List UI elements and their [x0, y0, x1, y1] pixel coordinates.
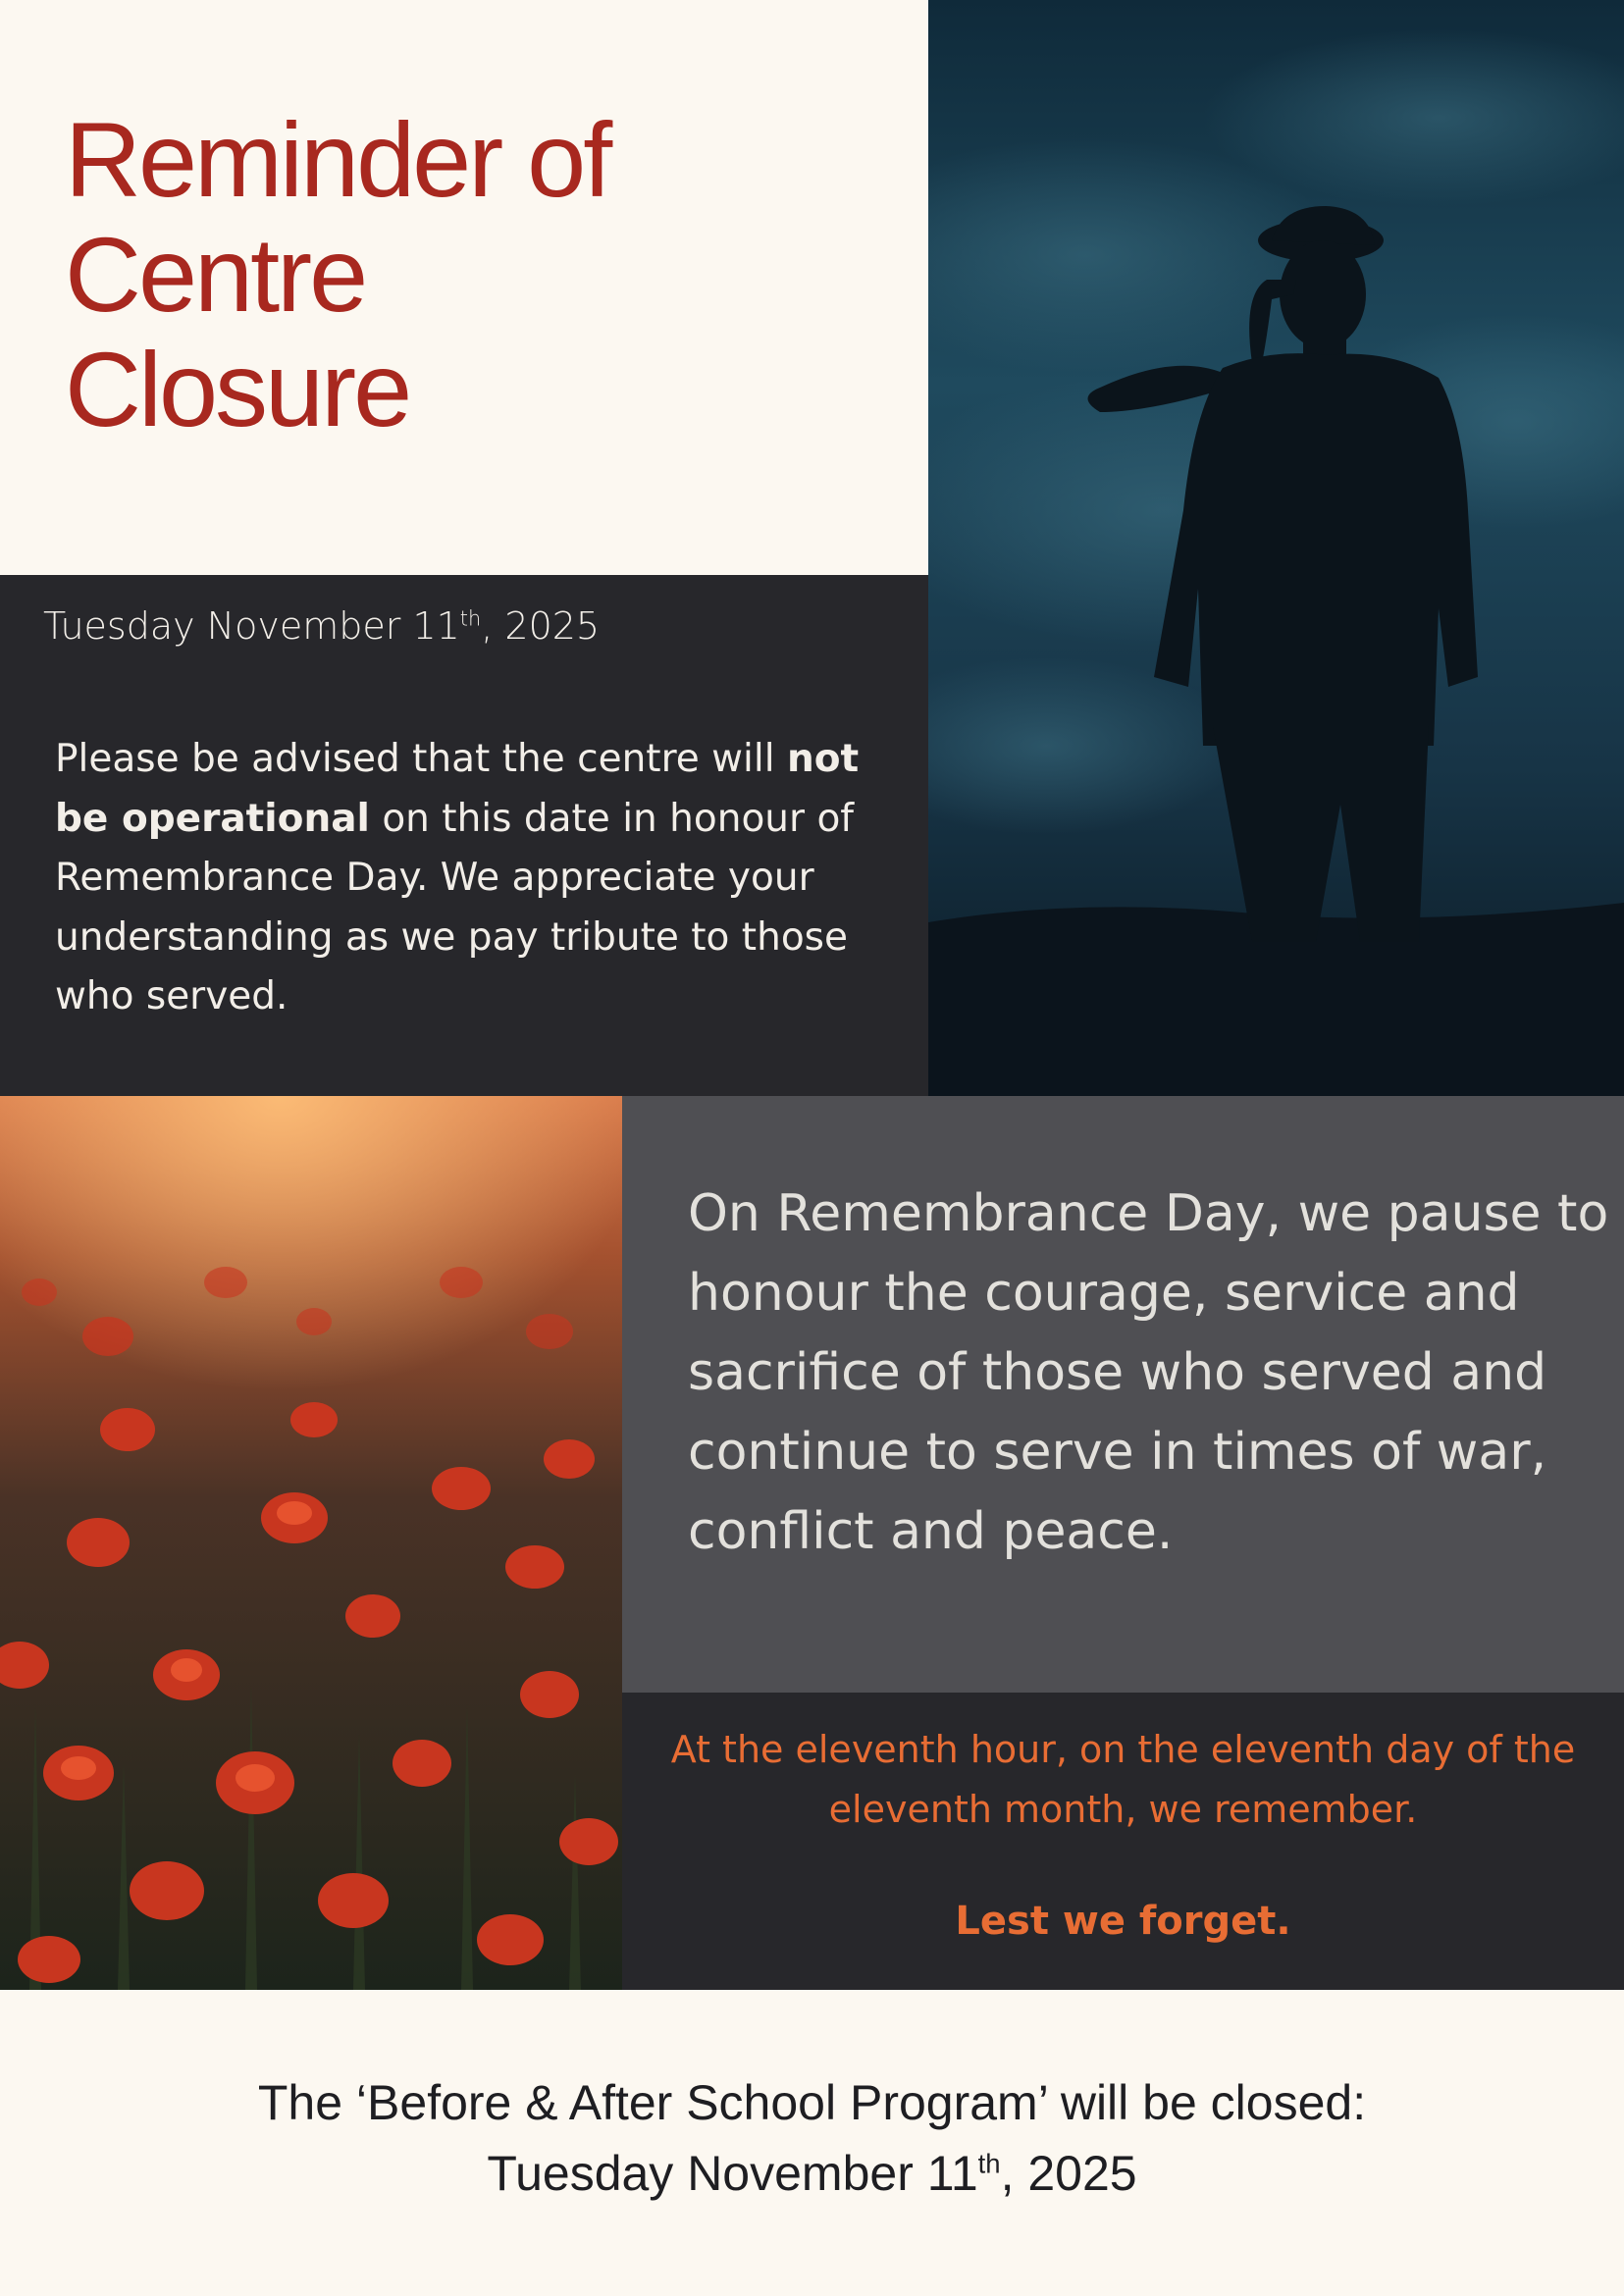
program-closure-date — [0, 2145, 1624, 2202]
footer-date-main: Tuesday November 11 — [487, 2146, 978, 2201]
remembrance-panel — [622, 1693, 1624, 1990]
footer-date-year: , 2025 — [1000, 2146, 1137, 2201]
notice-text — [55, 730, 889, 1027]
notice-text-start: Please be advised that the centre will — [55, 737, 787, 781]
notice-panel — [0, 575, 928, 1096]
quote-panel — [622, 1096, 1624, 1693]
title-line-1: Reminder of — [65, 100, 610, 219]
title-line-3: Closure — [65, 330, 410, 448]
notice-date-main: Tuesday November 11 — [43, 604, 460, 648]
title-section — [0, 0, 928, 575]
notice-date-year: , 2025 — [481, 604, 601, 648]
notice-date-ordinal: th — [459, 606, 482, 631]
soldier-silhouette-image — [928, 0, 1624, 1096]
remembrance-quote: On Remembrance Day, we pause to honour the courage, service and sacrifice of those who served and continue to serve in times of war, conflict and peace. — [688, 1184, 1609, 1561]
poppy-field-image — [0, 1096, 622, 1990]
notice-date — [43, 604, 600, 648]
footer-section — [0, 1990, 1624, 2296]
footer-date-ordinal: th — [977, 2148, 1001, 2179]
page-title — [65, 102, 909, 446]
eleventh-hour-text: At the eleventh hour, on the eleventh day of the eleventh month, we remember. — [670, 1728, 1576, 1831]
notice-text-end: on this date in honour of Remembrance Day. We appreciate your understanding as we pay tribute to those who served. — [55, 796, 855, 1018]
program-closure-text: The ‘Before & After School Program’ will be closed: — [257, 2075, 1367, 2130]
lest-we-forget-text: Lest we forget. — [955, 1899, 1291, 1944]
notice-text-emphasis: not be operational — [55, 737, 860, 841]
title-line-2: Centre — [65, 215, 366, 334]
